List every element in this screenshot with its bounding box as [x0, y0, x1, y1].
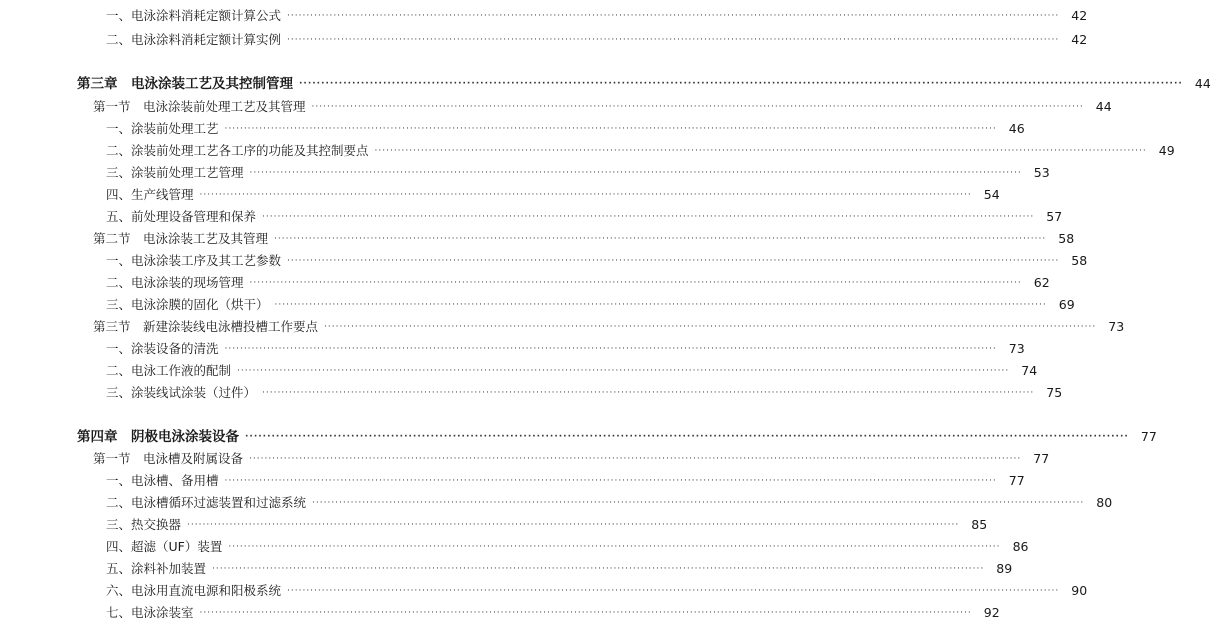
toc-entry-title: 五、前处理设备管理和保养	[106, 209, 257, 224]
toc-item-entry[interactable]	[0, 515, 988, 535]
dot-leader: ········································································································································································································	[287, 586, 1060, 596]
dot-leader: ········································································································································································································	[199, 608, 972, 618]
toc-item-entry[interactable]	[0, 207, 1063, 227]
dot-leader: ········································································································································································································	[311, 102, 1084, 112]
toc-item-entry[interactable]	[0, 185, 1000, 205]
dot-leader: ········································································································································································································	[212, 564, 985, 574]
toc-entry-title: 四、生产线管理	[106, 187, 194, 202]
toc-entry-title: 三、热交换器	[106, 517, 182, 532]
toc-item-entry[interactable]	[0, 295, 1075, 315]
toc-section-entry[interactable]	[0, 317, 1125, 337]
toc-entry-title: 第一节 电泳涂装前处理工艺及其管理	[93, 99, 306, 114]
dot-leader: ········································································································································································································	[287, 11, 1060, 21]
toc-item-entry[interactable]	[0, 163, 1050, 183]
dot-leader: ········································································································································································································	[245, 432, 1129, 442]
toc-entry-page-number: 73	[1108, 319, 1125, 334]
toc-entry-page-number: 62	[1033, 275, 1050, 290]
dot-leader: ········································································································································································································	[374, 146, 1147, 156]
dot-leader: ········································································································································································································	[262, 212, 1035, 222]
toc-entry-page-number: 58	[1058, 231, 1075, 246]
toc-entry-page-number: 49	[1158, 143, 1175, 158]
toc-entry-title: 第四章 阴极电泳涂装设备	[77, 429, 239, 445]
toc-entry-title: 四、超滤（UF）装置	[106, 539, 223, 554]
dot-leader: ········································································································································································································	[224, 344, 997, 354]
toc-entry-title: 第一节 电泳槽及附属设备	[93, 451, 244, 466]
toc-entry-page-number: 89	[996, 561, 1013, 576]
toc-entry-page-number: 57	[1046, 209, 1063, 224]
dot-leader: ········································································································································································································	[299, 79, 1183, 89]
toc-entry-title: 三、电泳涂膜的固化（烘干）	[106, 297, 269, 312]
dot-leader: ········································································································································································································	[224, 476, 997, 486]
toc-section-entry[interactable]	[0, 97, 1112, 117]
dot-leader: ········································································································································································································	[228, 542, 1001, 552]
toc-item-entry[interactable]	[0, 119, 1025, 139]
toc-entry-title: 第二节 电泳涂装工艺及其管理	[93, 231, 269, 246]
toc-entry-page-number: 44	[1095, 99, 1112, 114]
toc-item-entry[interactable]	[0, 361, 1038, 381]
toc-entry-page-number: 77	[1140, 429, 1157, 444]
toc-entry-page-number: 77	[1008, 473, 1025, 488]
toc-entry-page-number: 90	[1071, 583, 1088, 598]
toc-item-entry[interactable]	[0, 339, 1025, 359]
toc-entry-page-number: 53	[1033, 165, 1050, 180]
toc-entry-page-number: 73	[1008, 341, 1025, 356]
toc-section-entry[interactable]	[0, 449, 1050, 469]
toc-item-entry[interactable]	[0, 537, 1029, 557]
toc-entry-title: 二、涂装前处理工艺各工序的功能及其控制要点	[106, 143, 369, 158]
dot-leader: ········································································································································································································	[187, 520, 960, 530]
toc-entry-page-number: 75	[1046, 385, 1063, 400]
toc-entry-title: 一、电泳槽、备用槽	[106, 473, 219, 488]
toc-item-entry[interactable]	[0, 603, 1000, 623]
toc-entry-title: 二、电泳涂料消耗定额计算实例	[106, 32, 282, 47]
toc-item-entry[interactable]	[0, 559, 1013, 579]
toc-entry-title: 七、电泳涂装室	[106, 605, 194, 620]
toc-entry-title: 三、涂装前处理工艺管理	[106, 165, 244, 180]
toc-item-entry[interactable]	[0, 493, 1113, 513]
dot-leader: ········································································································································································································	[274, 234, 1047, 244]
toc-entry-title: 一、电泳涂装工序及其工艺参数	[106, 253, 282, 268]
toc-item-entry[interactable]	[0, 581, 1088, 601]
toc-item-entry[interactable]	[0, 471, 1025, 491]
toc-chapter-entry[interactable]	[0, 74, 1211, 94]
toc-entry-title: 一、涂装设备的清洗	[106, 341, 219, 356]
dot-leader: ········································································································································································································	[312, 498, 1085, 508]
dot-leader: ········································································································································································································	[224, 124, 997, 134]
toc-entry-page-number: 85	[971, 517, 988, 532]
dot-leader: ········································································································································································································	[249, 168, 1022, 178]
toc-entry-title: 二、电泳工作液的配制	[106, 363, 232, 378]
dot-leader: ········································································································································································································	[199, 190, 972, 200]
toc-entry-title: 二、电泳槽循环过滤装置和过滤系统	[106, 495, 307, 510]
toc-entry-page-number: 69	[1058, 297, 1075, 312]
toc-item-entry[interactable]	[0, 383, 1063, 403]
toc-entry-title: 一、电泳涂料消耗定额计算公式	[106, 8, 282, 23]
dot-leader: ········································································································································································································	[237, 366, 1010, 376]
toc-item-entry[interactable]	[0, 251, 1088, 271]
toc-entry-page-number: 74	[1021, 363, 1038, 378]
toc-entry-title: 第三章 电泳涂装工艺及其控制管理	[77, 76, 293, 92]
dot-leader: ········································································································································································································	[324, 322, 1097, 332]
toc-entry-page-number: 58	[1071, 253, 1088, 268]
toc-item-entry[interactable]	[0, 30, 1088, 50]
toc-entry-title: 一、涂装前处理工艺	[106, 121, 219, 136]
toc-entry-page-number: 42	[1071, 8, 1088, 23]
toc-entry-page-number: 80	[1096, 495, 1113, 510]
toc-entry-page-number: 44	[1194, 76, 1211, 91]
toc-entry-title: 五、涂料补加装置	[106, 561, 207, 576]
toc-entry-page-number: 42	[1071, 32, 1088, 47]
toc-chapter-entry[interactable]	[0, 427, 1157, 447]
toc-section-entry[interactable]	[0, 229, 1075, 249]
toc-item-entry[interactable]	[0, 273, 1050, 293]
dot-leader: ········································································································································································································	[287, 35, 1060, 45]
toc-entry-page-number: 46	[1008, 121, 1025, 136]
toc-entry-page-number: 77	[1033, 451, 1050, 466]
toc-entry-title: 六、电泳用直流电源和阳极系统	[106, 583, 282, 598]
toc-entry-page-number: 54	[983, 187, 1000, 202]
dot-leader: ········································································································································································································	[249, 278, 1022, 288]
dot-leader: ········································································································································································································	[274, 300, 1047, 310]
toc-entry-title: 第三节 新建涂装线电泳槽投槽工作要点	[93, 319, 319, 334]
toc-item-entry[interactable]	[0, 141, 1175, 161]
toc-entry-page-number: 86	[1012, 539, 1029, 554]
dot-leader: ········································································································································································································	[287, 256, 1060, 266]
toc-entry-title: 三、涂装线试涂装（过件）	[106, 385, 257, 400]
toc-item-entry[interactable]	[0, 6, 1088, 26]
dot-leader: ········································································································································································································	[249, 454, 1022, 464]
dot-leader: ········································································································································································································	[262, 388, 1035, 398]
toc-entry-title: 二、电泳涂装的现场管理	[106, 275, 244, 290]
toc-entry-page-number: 92	[983, 605, 1000, 620]
